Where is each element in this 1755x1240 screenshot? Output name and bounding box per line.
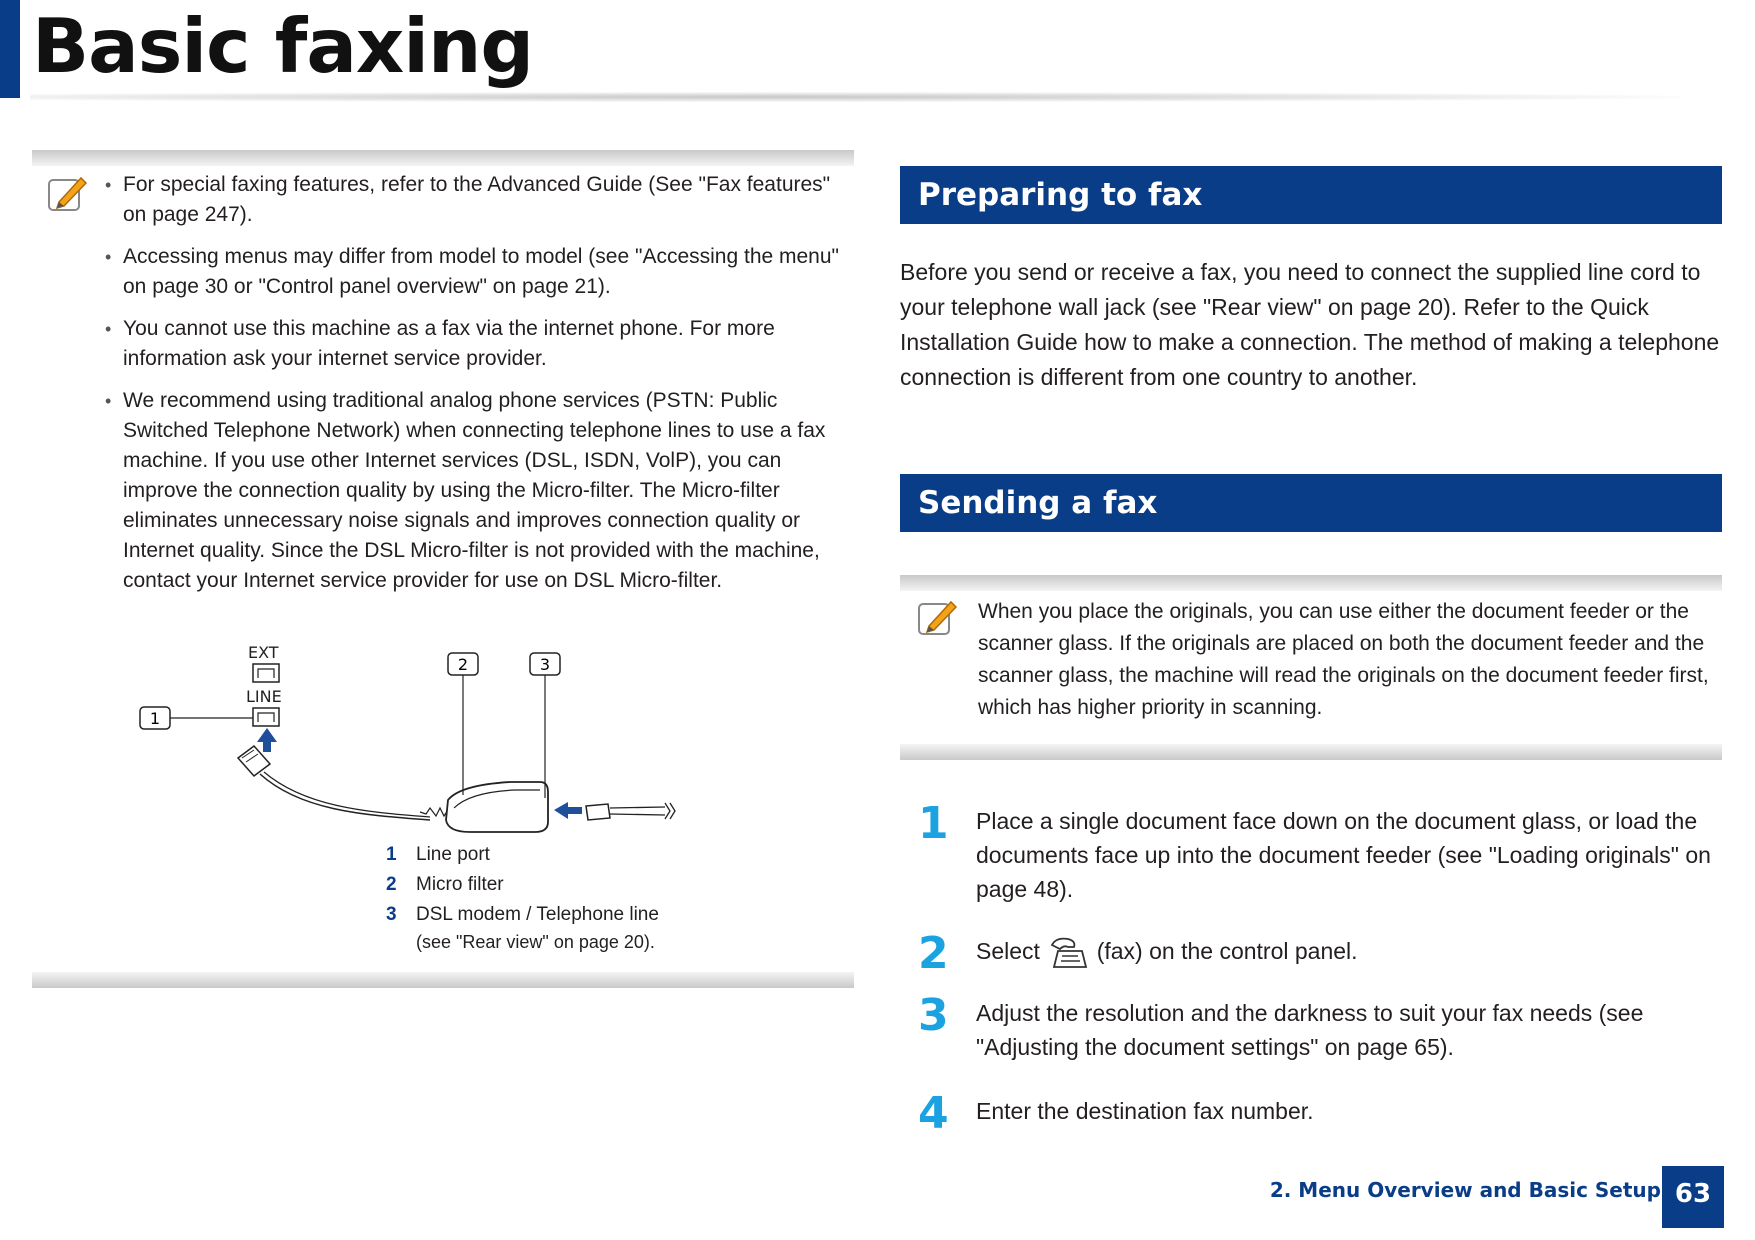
line-port-icon [253,708,279,726]
section-heading-preparing: Preparing to fax [900,166,1722,224]
step-text-before: Select [976,938,1040,964]
note-bullet-list [123,170,853,608]
legend-subtext: (see "Rear view" on page 20). [416,932,655,952]
step-4 [918,1088,1721,1139]
footer-section-title: 2. Menu Overview and Basic Setup [1269,1178,1661,1202]
note-bullet: • For special faxing features, refer to the Advanced Guide (See "Fax features" on page 247). [123,170,853,230]
callout-3-label: 3 [539,655,551,674]
step-text: Adjust the resolution and the darkness to suit your fax needs (see "Adjusting the document settings" on page 65). [976,1000,1644,1060]
page-accent-bar [0,0,20,98]
note-bullet: • Accessing menus may differ from model to model (see "Accessing the menu" on page 30 or "Control panel overview" on page 21). [123,242,853,302]
note-bullet: • We recommend using traditional analog phone services (PSTN: Public Switched Telephone Network) when connecting telephone lines to use a fax machine. If you use other Internet services (DSL, ISDN, VolP), you can improve the connection quality by using the Micro-filter. The Micro-filter eliminates unnecessary noise signals and improves connection quality or Internet quality. Since the DSL Micro-filter is not provided with the machine, contact your Internet service provider for use on DSL Micro-filter. [123,386,853,596]
step-2 [918,928,1721,979]
step-text: Enter the destination fax number. [976,1098,1314,1124]
step-number: 4 [918,1088,949,1139]
diagram-legend [386,840,659,956]
note-pencil-icon [45,172,89,216]
legend-number: 2 [386,874,397,895]
callout-1-label: 1 [149,709,161,728]
callout-2-label: 2 [457,655,469,674]
note-bottom-band [32,972,854,988]
arrow-up-icon [257,728,277,752]
title-divider [30,92,1680,102]
section-heading-sending: Sending a fax [900,474,1722,532]
legend-number: 3 [386,904,397,925]
preparing-paragraph: Before you send or receive a fax, you need to connect the supplied line cord to your telephone wall jack (see "Rear view" on page 20). Refer to the Quick Installation Guide how to make a connection. The method of making a telephone connection is different from one country to another. [900,259,1720,390]
note-bottom-band [900,744,1722,760]
step-number: 2 [918,928,949,979]
arrow-left-icon [554,802,582,819]
note-top-band [32,150,854,166]
sending-note: When you place the originals, you can use either the document feeder or the scanner glass. If the originals are placed on both the document feeder and the scanner glass, the machine will read the originals on the document feeder first, which has higher priority in scanning. [978,600,1709,719]
step-3 [918,990,1721,1064]
port-ext-label: EXT [248,643,279,662]
legend-text: Line port [416,844,490,865]
legend-text: DSL modem / Telephone line [416,904,659,925]
note-top-band [900,575,1722,591]
step-text-after: (fax) on the control panel. [1096,938,1358,964]
ext-port-icon [253,664,279,682]
note-bullet: • You cannot use this machine as a fax via the internet phone. For more information ask your internet service provider. [123,314,853,374]
legend-item [386,840,659,870]
fax-icon [1046,935,1090,971]
step-number: 1 [918,798,949,849]
step-number: 3 [918,990,949,1041]
micro-filter-diagram [130,640,770,840]
step-text: Place a single document face down on the document glass, or load the documents face up into the document feeder (see "Loading originals" on page 48). [976,808,1711,902]
page-number: 63 [1662,1166,1724,1228]
step-1 [918,798,1721,906]
page-title: Basic faxing [32,2,534,90]
port-line-label: LINE [246,687,282,706]
legend-item [386,870,659,900]
legend-item [386,900,659,930]
legend-text: Micro filter [416,874,504,895]
note-pencil-icon [915,596,959,640]
legend-number: 1 [386,844,397,865]
step-text-row [976,934,1721,974]
